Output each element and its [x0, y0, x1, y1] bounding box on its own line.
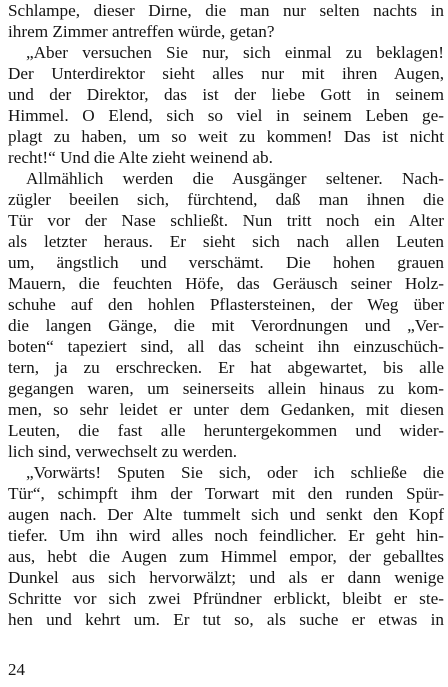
text-line: boten“ tapeziert sind, all das scheint ihn einzuschüch- — [8, 337, 444, 356]
body-text — [8, 0, 444, 630]
text-line: die langen Gänge, die mit Verordnungen und „Ver- — [8, 316, 444, 335]
text-line: Schritte vor sich zwei Pfründner erblickt, bleibt er ste- — [8, 589, 444, 608]
text-line: augen nach. Der Alte tummelt sich und senkt den Kopf — [8, 505, 444, 524]
text-line: Tür vor der Nase schließt. Nun tritt noch ein Alter — [8, 211, 444, 230]
text-line: Mauern, die feuchten Höfe, das Geräusch seiner Holz- — [8, 274, 444, 293]
text-line: tiefer. Um ihn wird alles noch feindlicher. Er geht hin- — [8, 526, 444, 545]
text-line: und der Direktor, das ist der liebe Gott in seinem — [8, 85, 444, 104]
text-line: Tür“, schimpft ihm der Torwart mit den runden Spür- — [8, 484, 444, 503]
text-line: Leuten, die fast alle heruntergekommen und wider- — [8, 421, 444, 440]
text-line: als letzter heraus. Er sieht sich nach allen Leuten — [8, 232, 444, 251]
text-line: recht!“ Und die Alte zieht weinend ab. — [8, 148, 273, 167]
text-line: schuhe auf den hohlen Pflastersteinen, der Weg über — [8, 295, 444, 314]
text-line: ihrem Zimmer antreffen würde, getan? — [8, 22, 275, 41]
text-line: lich sind, verwechselt zu werden. — [8, 442, 238, 461]
text-line: tern, ja zu erschrecken. Er hat abgewartet, bis alle — [8, 358, 444, 377]
text-line: Allmählich werden die Ausgänger seltener. Nach- — [26, 169, 444, 188]
text-line: Der Unterdirektor sieht alles nur mit ihren Augen, — [8, 64, 444, 83]
text-line: „Vorwärts! Sputen Sie sich, oder ich schließe die — [26, 463, 444, 482]
text-line: gegangen waren, um seinerseits allein hinaus zu kom- — [8, 379, 444, 398]
text-line: plagt zu haben, um so weit zu kommen! Das ist nicht — [8, 127, 444, 146]
text-line: aus, hebt die Augen zum Himmel empor, der geballtes — [8, 547, 444, 566]
text-line: Dunkel aus sich hervorwälzt; und als er dann wenige — [8, 568, 444, 587]
text-line: Himmel. O Elend, sich so viel in seinem Leben ge- — [8, 106, 444, 125]
text-line: Schlampe, dieser Dirne, die man nur selten nachts in — [8, 1, 444, 20]
text-line: men, so sehr leidet er unter dem Gedanken, mit diesen — [8, 400, 444, 419]
text-line: um, ängstlich und verschämt. Die hohen grauen — [8, 253, 444, 272]
page-number: 24 — [8, 660, 25, 679]
text-line: hen und kehrt um. Er tut so, als suche er etwas in — [8, 610, 444, 629]
text-line: „Aber versuchen Sie nur, sich einmal zu beklagen! — [26, 43, 444, 62]
text-line: zügler beeilen sich, fürchtend, daß man ihnen die — [8, 190, 444, 209]
